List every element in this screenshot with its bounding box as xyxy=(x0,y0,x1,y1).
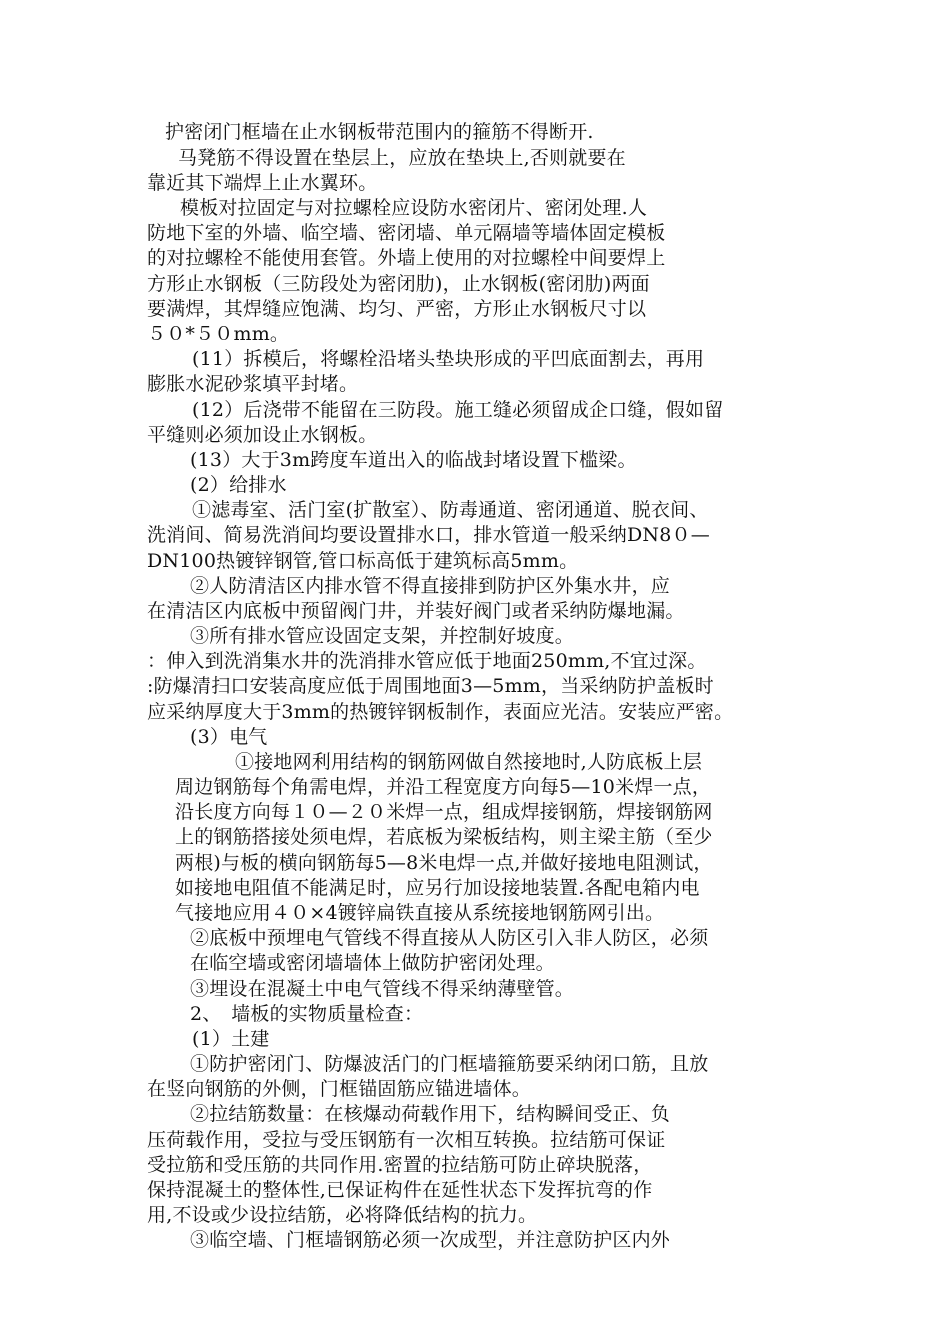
text-line: 的对拉螺栓不能使用套管。外墙上使用的对拉螺栓中间要焊上 xyxy=(147,247,666,269)
text-line: 周边钢筋每个角需电焊，并沿工程宽度方向每5—10米焊一点， xyxy=(175,776,712,798)
text-line: 膨胀水泥砂浆填平封堵。 xyxy=(147,373,359,395)
text-line: :防爆清扫口安装高度应低于周围地面3—5mm，当采纳防护盖板时 xyxy=(147,675,714,697)
text-line: (1）土建 xyxy=(192,1028,270,1050)
text-line: 洗消间、简易洗消间均要设置排水口，排水管道一般采纳DN8０— xyxy=(147,524,710,546)
text-line: 在临空墙或密闭墙墙体上做防护密闭处理。 xyxy=(190,952,555,974)
text-line: ②底板中预埋电气管线不得直接从人防区引入非人防区，必须 xyxy=(190,927,709,949)
text-line: 两根)与板的横向钢筋每5—8米电焊一点,并做好接地电阻测试， xyxy=(175,852,713,874)
text-line: (13）大于3m跨度车道出入的临战封堵设置下槛梁。 xyxy=(190,449,637,471)
text-line: 靠近其下端焊上止水翼环。 xyxy=(147,172,378,194)
text-line: 用,不设或少设拉结筋，必将降低结构的抗力。 xyxy=(147,1204,538,1226)
text-line: 要满焊，其焊缝应饱满、均匀、严密，方形止水钢板尺寸以 xyxy=(147,298,647,320)
text-line: (11）拆模后，将螺栓沿堵头垫块形成的平凹底面割去，再用 xyxy=(192,348,705,370)
text-line: 护密闭门框墙在止水钢板带范围内的箍筋不得断开. xyxy=(165,121,594,143)
text-line: (3）电气 xyxy=(190,726,268,748)
text-line: 上的钢筋搭接处须电焊，若底板为梁板结构，则主梁主筋（至少 xyxy=(175,826,713,848)
text-line: ①接地网利用结构的钢筋网做自然接地时,人防底板上层 xyxy=(235,751,703,773)
text-line: ①滤毒室、活门室(扩散室）、防毒通道、密闭通道、脱衣间、 xyxy=(192,499,709,521)
text-line: 在清洁区内底板中预留阀门井，并装好阀门或者采纳防爆地漏。 xyxy=(147,600,685,622)
text-line: ：伸入到洗消集水井的洗消排水管应低于地面250mm,不宜过深。 xyxy=(147,650,707,672)
text-line: 平缝则必须加设止水钢板。 xyxy=(147,424,378,446)
text-line: (2）给排水 xyxy=(190,474,287,496)
text-line: (12）后浇带不能留在三防段。施工缝必须留成企口缝，假如留 xyxy=(192,399,724,421)
text-line: 防地下室的外墙、临空墙、密闭墙、单元隔墙等墙体固定模板 xyxy=(147,222,666,244)
text-line: 模板对拉固定与对拉螺栓应设防水密闭片、密闭处理.人 xyxy=(180,197,648,219)
text-line: 如接地电阻值不能满足时，应另行加设接地装置.各配电箱内电 xyxy=(175,877,700,899)
text-line: 受拉筋和受压筋的共同作用.密置的拉结筋可防止碎块脱落， xyxy=(147,1154,653,1176)
text-line: DN100热镀锌钢管,管口标高低于建筑标高5mm。 xyxy=(147,550,579,572)
text-line: ５０*５０mm。 xyxy=(147,323,290,345)
text-line: 马凳筋不得设置在垫层上，应放在垫块上,否则就要在 xyxy=(178,147,626,169)
text-line: 2、 墙板的实物质量检查： xyxy=(190,1003,424,1025)
text-line: ③临空墙、门框墙钢筋必须一次成型，并注意防护区内外 xyxy=(190,1229,671,1251)
text-line: 方形止水钢板（三防段处为密闭肋)，止水钢板(密闭肋)两面 xyxy=(147,273,650,295)
text-line: ③埋设在混凝土中电气管线不得采纳薄壁管。 xyxy=(190,978,575,1000)
text-line: ②人防清洁区内排水管不得直接排到防护区外集水井，应 xyxy=(190,575,671,597)
text-line: 在竖向钢筋的外侧，门框锚固筋应锚进墙体。 xyxy=(147,1078,532,1100)
text-line: ①防护密闭门、防爆波活门的门框墙箍筋要采纳闭口筋，且放 xyxy=(190,1053,709,1075)
text-line: 保持混凝土的整体性,已保证构件在延性状态下发挥抗弯的作 xyxy=(147,1179,653,1201)
text-line: 沿长度方向每１０—２０米焊一点，组成焊接钢筋，焊接钢筋网 xyxy=(175,801,713,823)
text-line: 压荷载作用，受拉与受压钢筋有一次相互转换。拉结筋可保证 xyxy=(147,1129,666,1151)
text-line: ③所有排水管应设固定支架，并控制好坡度。 xyxy=(190,625,575,647)
text-line: 气接地应用４０×4镀锌扁铁直接从系统接地钢筋网引出。 xyxy=(175,902,665,924)
text-line: 应采纳厚度大于3mm的热镀锌钢板制作，表面应光洁。安装应严密。 xyxy=(147,701,734,723)
text-line: ②拉结筋数量：在核爆动荷载作用下，结构瞬间受正、负 xyxy=(190,1103,671,1125)
